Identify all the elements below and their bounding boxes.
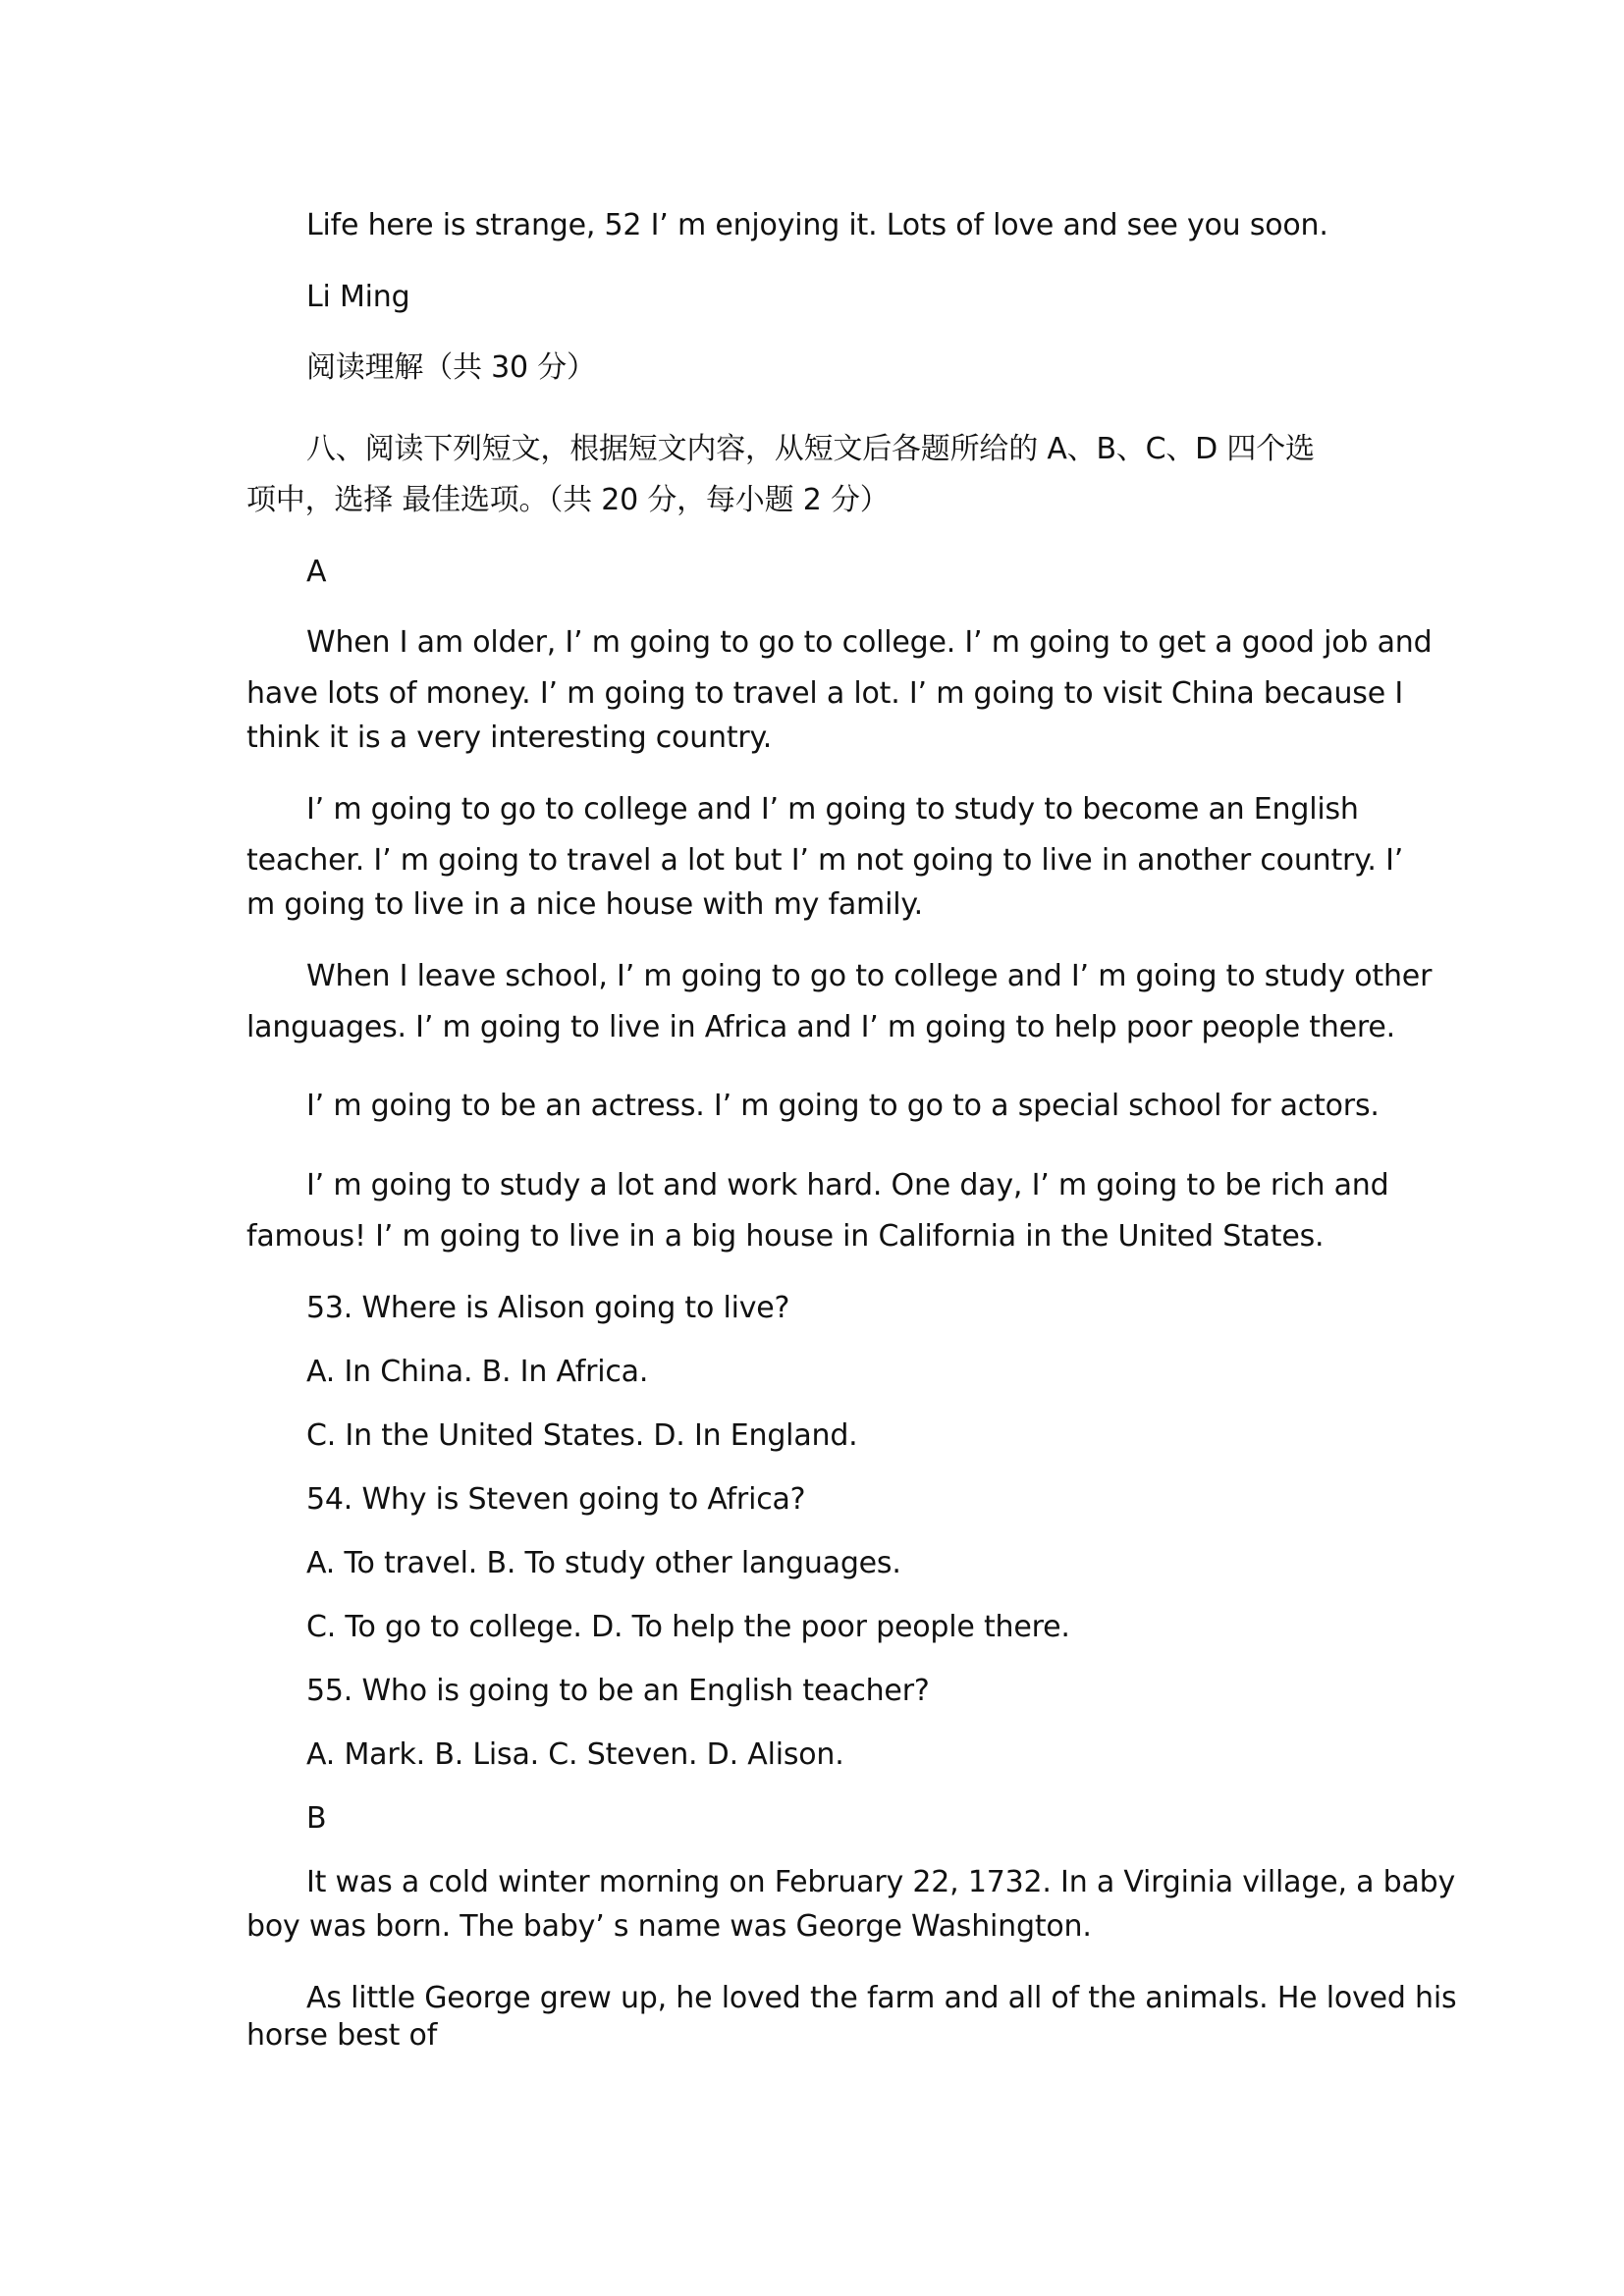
question-54-options-ab: A. To travel. B. To study other languages. xyxy=(306,1546,901,1580)
passage-a-p2-line-3: m going to live in a nice house with my family. xyxy=(246,887,923,922)
passage-b-p2-line-1: As little George grew up, he loved the farm and all of the animals. He loved his xyxy=(306,1981,1457,2015)
question-53-options-cd: C. In the United States. D. In England. xyxy=(306,1418,858,1453)
passage-b-p2-line-2: horse best of xyxy=(246,2018,438,2053)
passage-a-p5-line-1: I’ m going to study a lot and work hard. One day, I’ m going to be rich and xyxy=(306,1168,1389,1202)
passage-a-p2-line-2: teacher. I’ m going to travel a lot but I’ m not going to live in another country. I’ xyxy=(246,843,1404,878)
passage-a-p4-line-1: I’ m going to be an actress. I’ m going to go to a special school for actors. xyxy=(306,1089,1380,1123)
question-53-options-ab: A. In China. B. In Africa. xyxy=(306,1355,649,1389)
letter-closing-line: Life here is strange, 52 I’ m enjoying it. Lots of love and see you soon. xyxy=(306,208,1328,242)
passage-b-p1-line-2: boy was born. The baby’ s name was George Washington. xyxy=(246,1909,1092,1944)
instructions-line-1: 八、阅读下列短文，根据短文内容，从短文后各题所给的 A、B、C、D 四个选 xyxy=(306,432,1315,466)
section-heading-reading: 阅读理解（共 30 分） xyxy=(306,350,596,385)
passage-a-p2-line-1: I’ m going to go to college and I’ m going to study to become an English xyxy=(306,792,1359,827)
passage-a-p5-line-2: famous! I’ m going to live in a big house in California in the United States. xyxy=(246,1219,1325,1254)
passage-a-p3-line-1: When I leave school, I’ m going to go to college and I’ m going to study other xyxy=(306,959,1433,993)
question-54: 54. Why is Steven going to Africa? xyxy=(306,1482,806,1517)
passage-b-heading: B xyxy=(306,1801,327,1836)
passage-a-heading: A xyxy=(306,555,327,589)
letter-signature: Li Ming xyxy=(306,280,410,314)
question-54-options-cd: C. To go to college. D. To help the poor people there. xyxy=(306,1610,1070,1644)
instructions-line-2: 项中，选择 最佳选项。（共 20 分，每小题 2 分） xyxy=(246,483,890,517)
question-55-options: A. Mark. B. Lisa. C. Steven. D. Alison. xyxy=(306,1737,844,1772)
passage-a-p1-line-3: think it is a very interesting country. xyxy=(246,721,773,755)
passage-b-p1-line-1: It was a cold winter morning on February 22, 1732. In a Virginia village, a baby xyxy=(306,1865,1456,1899)
passage-a-p1-line-1: When I am older, I’ m going to go to college. I’ m going to get a good job and xyxy=(306,625,1433,660)
passage-a-p1-line-2: have lots of money. I’ m going to travel a lot. I’ m going to visit China because I xyxy=(246,676,1403,711)
passage-a-p3-line-2: languages. I’ m going to live in Africa and I’ m going to help poor people there. xyxy=(246,1010,1396,1044)
question-55: 55. Who is going to be an English teacher? xyxy=(306,1674,930,1708)
question-53: 53. Where is Alison going to live? xyxy=(306,1291,790,1325)
